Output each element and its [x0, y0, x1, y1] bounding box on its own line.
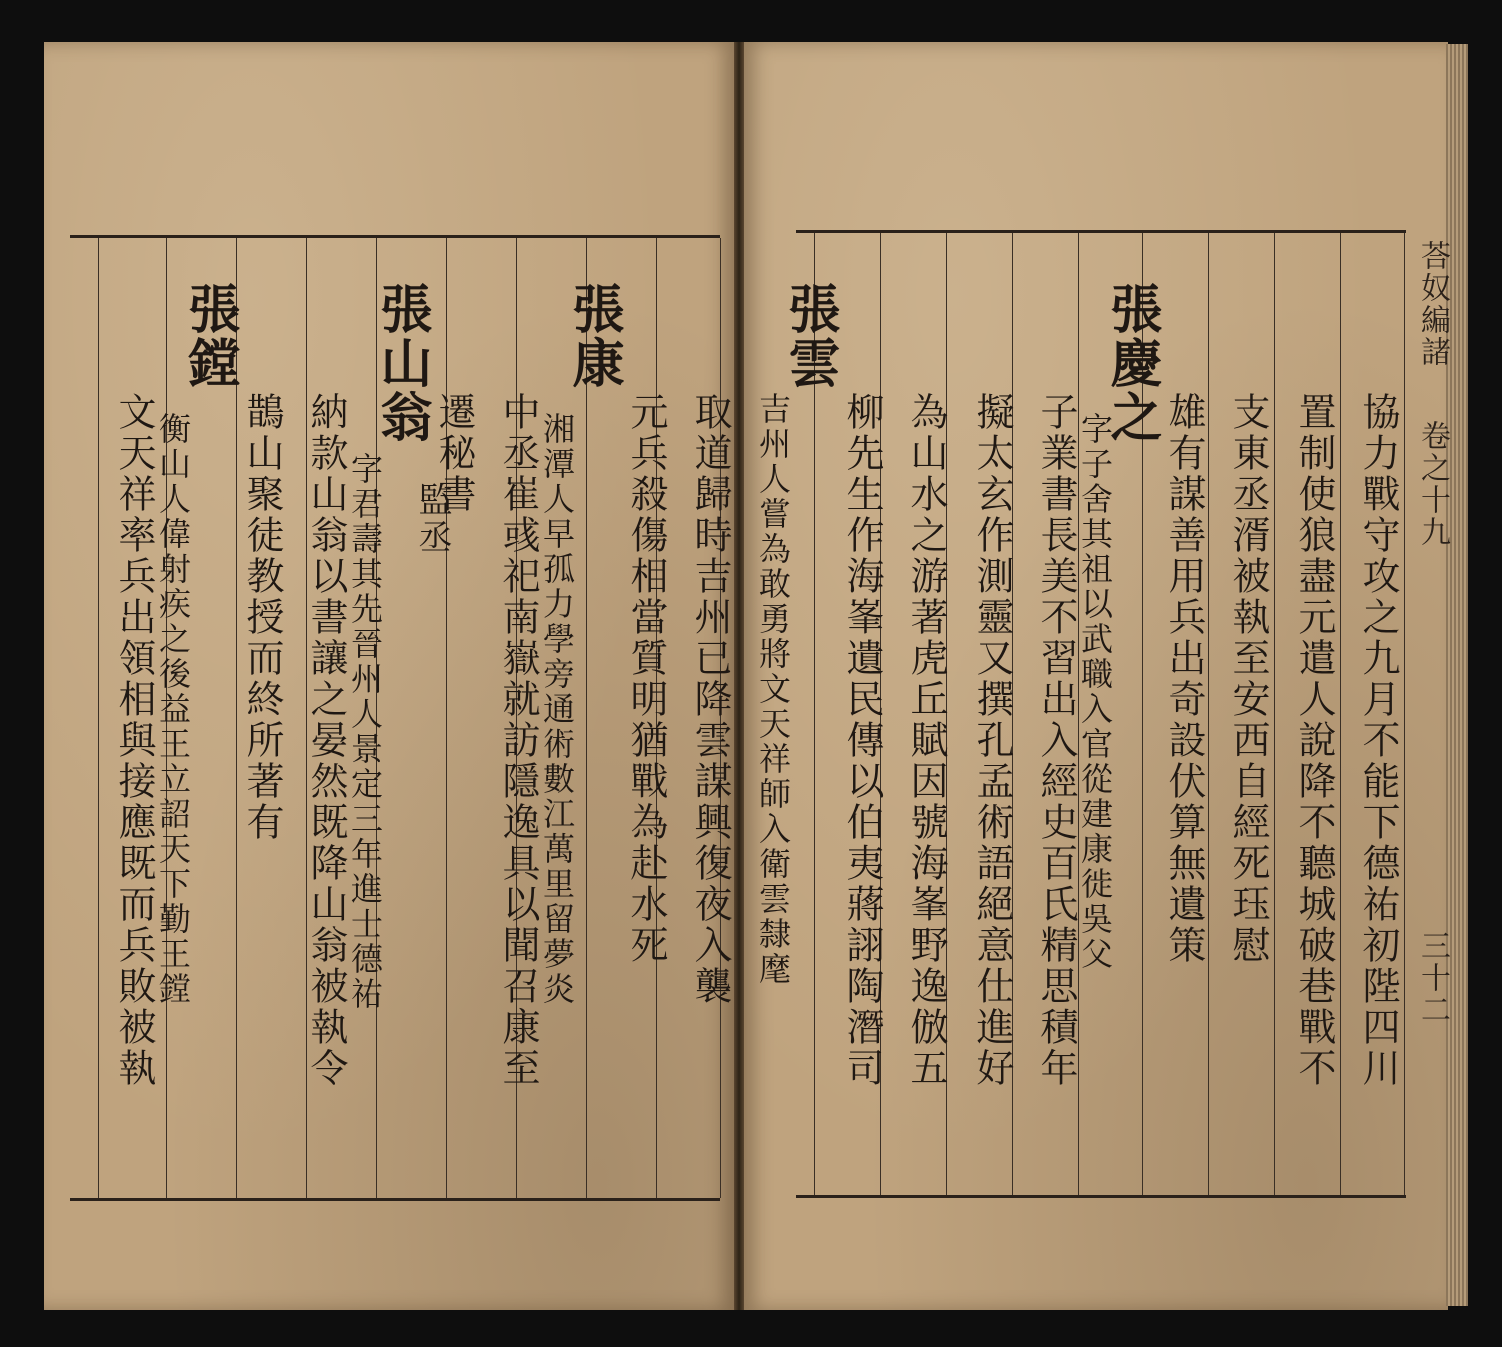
text-column: 字君壽其先晉州人景定三年進士德祐	[346, 452, 384, 1012]
text-column: 柳先生作海峯遺民傳以伯夷蔣詡陶潛司	[840, 392, 884, 1089]
text-column: 監丞	[412, 482, 452, 556]
text-column: 子業書長美不習出入經史百氏精思積年	[1034, 392, 1078, 1089]
column-rule	[1404, 233, 1405, 1195]
column-rule	[1274, 233, 1275, 1195]
text-column: 吉州人嘗為敢勇將文天祥師入衛雲隸麾	[754, 392, 792, 987]
right-margin-title: 荅奴編諸	[1415, 240, 1450, 368]
text-column: 擬太玄作測靈又撰孔孟術語絕意仕進好	[970, 392, 1014, 1089]
text-column: 元兵殺傷相當質明猶戰為赴水死	[624, 392, 668, 966]
right-margin-folio: 三十二	[1415, 930, 1450, 1026]
text-column: 雄有謀善用兵出奇設伏算無遺策	[1162, 392, 1206, 966]
text-column: 字子舍其祖以武職入官從建康徙吳父	[1076, 412, 1114, 972]
text-column: 中丞崔彧祀南嶽就訪隱逸具以聞召康至	[496, 392, 540, 1089]
text-column: 鵲山聚徒教授而終所著有	[240, 392, 284, 843]
text-column: 置制使狼盡元遣人說降不聽城破巷戰不	[1292, 392, 1336, 1089]
entry-heading-zhang-tang: 張鏜	[179, 282, 240, 390]
text-column: 衡山人偉射疾之後益王立詔天下勤王鏜	[154, 412, 192, 1007]
column-rule	[446, 238, 447, 1198]
entry-heading-zhang-yun: 張雲	[779, 282, 840, 390]
right-margin-volume: 卷之十九	[1415, 420, 1450, 548]
text-column: 湘潭人早孤力學旁通術數江萬里留夢炎	[538, 412, 576, 1007]
text-column: 為山水之游著虎丘賦因號海峯野逸倣五	[904, 392, 948, 1089]
text-column: 納款山翁以書讓之晏然既降山翁被執令	[304, 392, 348, 1089]
entry-heading-zhang-qingzhi: 張慶之	[1101, 282, 1162, 444]
text-column: 支東丞湑被執至安西自經死珏慰	[1226, 392, 1270, 966]
page-edges	[1446, 44, 1468, 1306]
text-column: 遷秘書	[432, 392, 476, 515]
book-gutter	[734, 42, 744, 1310]
text-column: 取道歸時吉州已降雲謀興復夜入襲	[688, 392, 732, 1007]
text-column: 文天祥率兵出領相與接應既而兵敗被執	[112, 392, 156, 1089]
entry-heading-zhang-kang: 張康	[563, 282, 624, 390]
column-rule	[1340, 233, 1341, 1195]
text-column: 協力戰守攻之九月不能下德祐初陛四川	[1356, 392, 1400, 1089]
column-rule	[1208, 233, 1209, 1195]
entry-heading-zhang-shanweng: 張山翁	[371, 282, 432, 444]
column-rule	[98, 238, 99, 1198]
